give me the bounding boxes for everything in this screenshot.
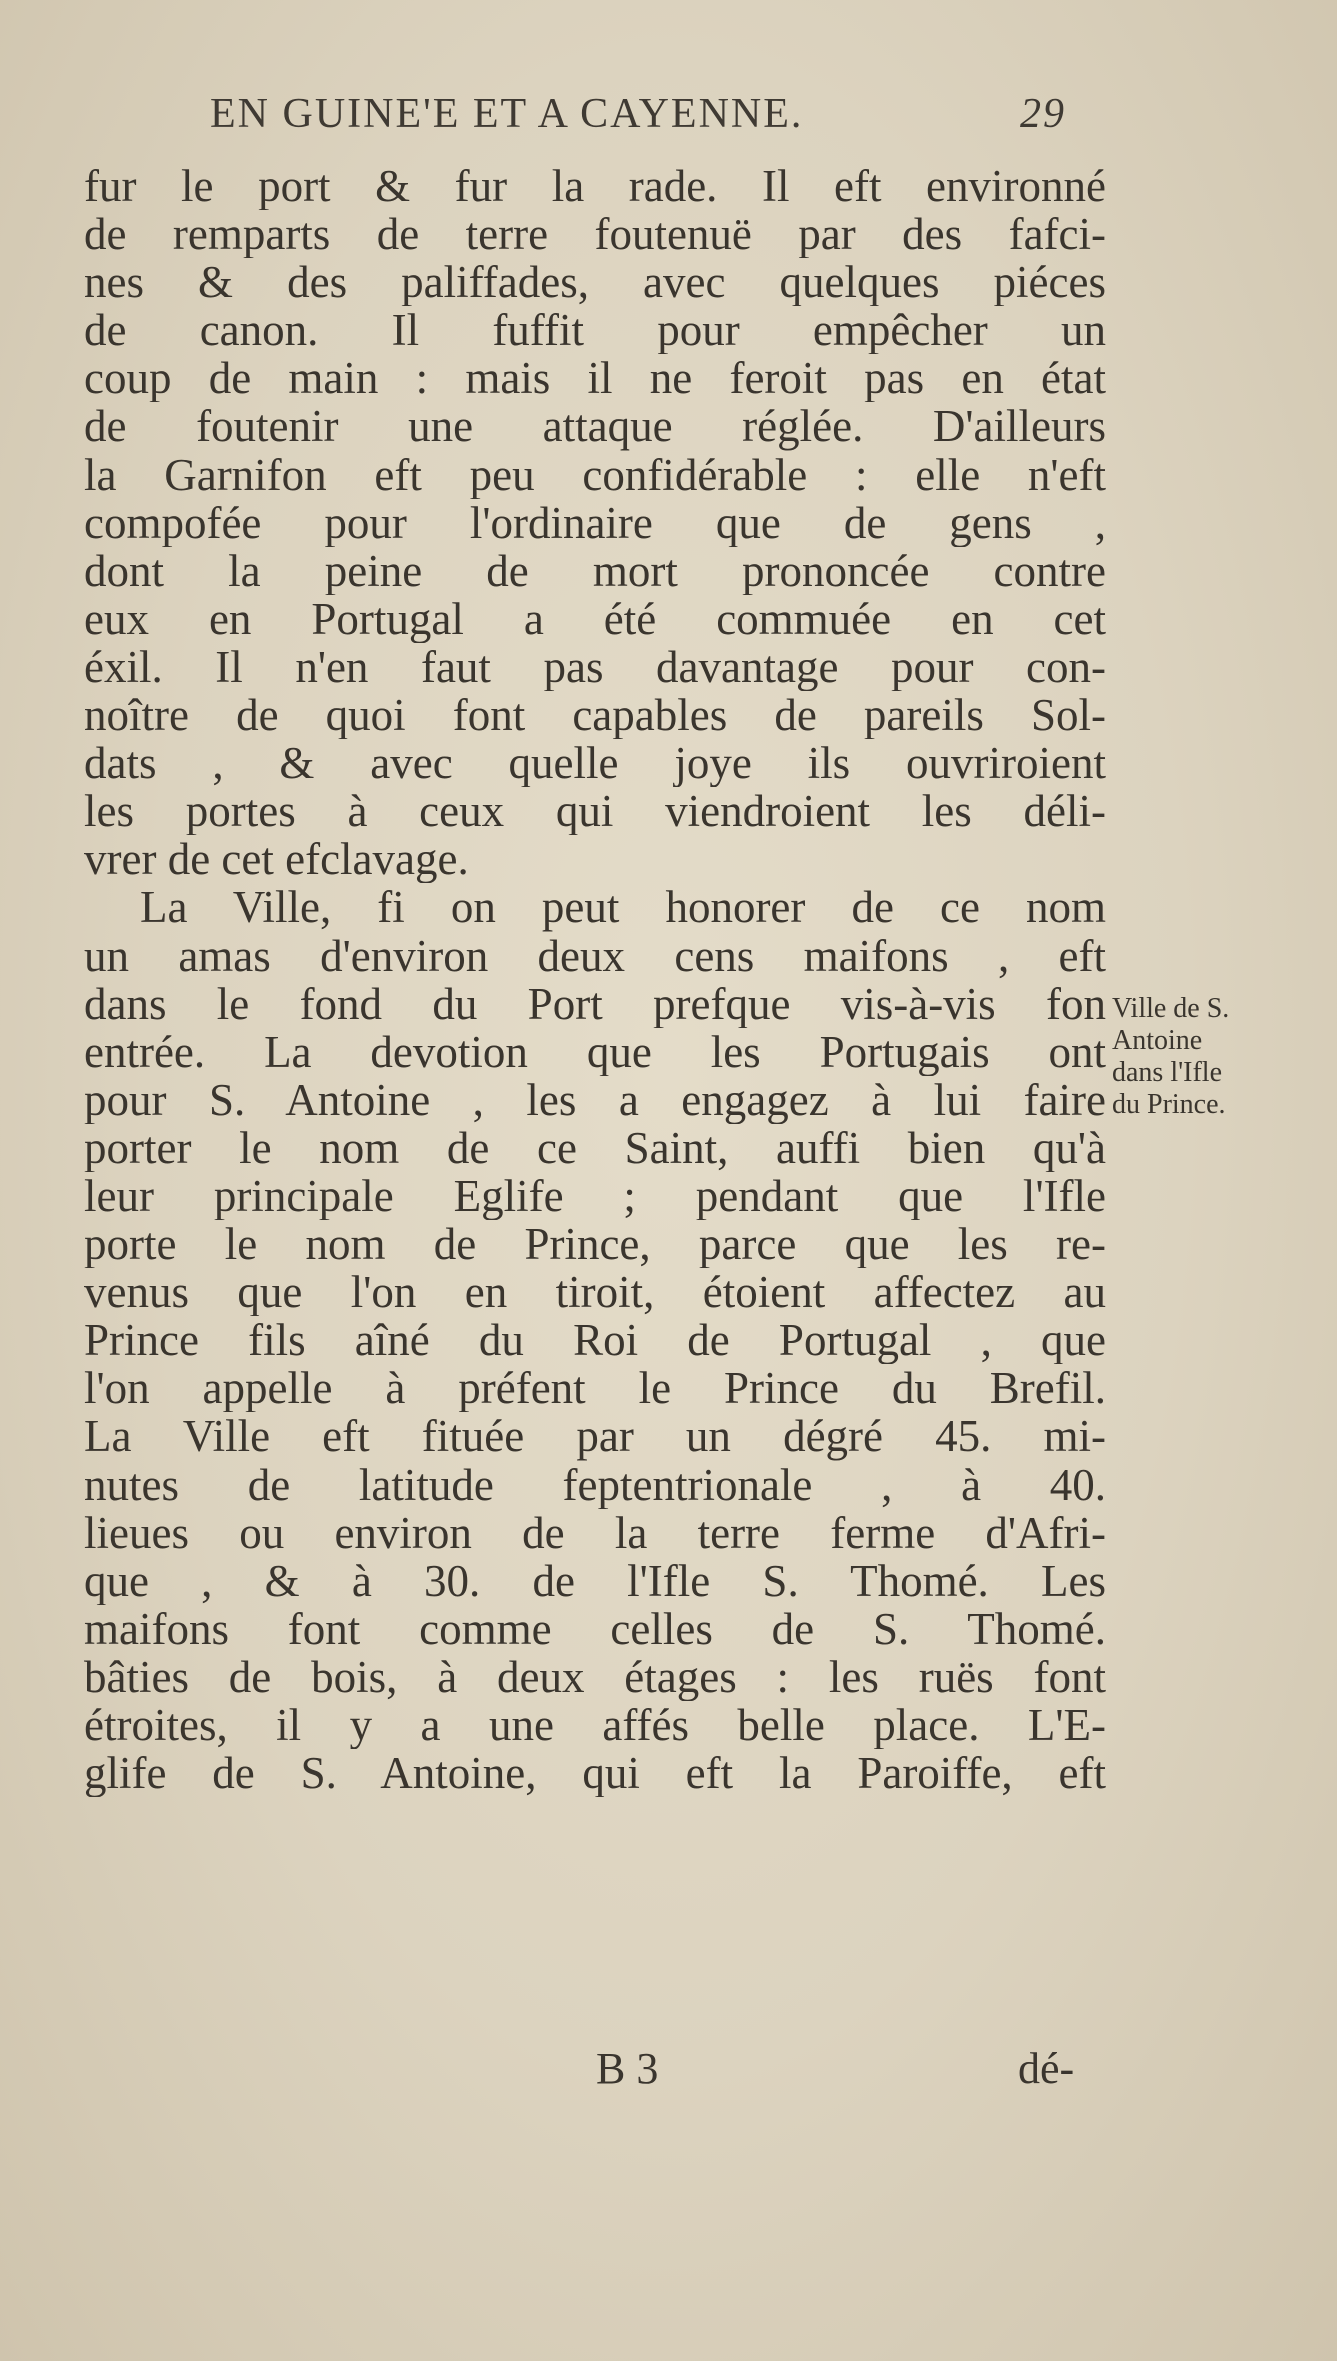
margin-note-line: Antoine bbox=[1112, 1025, 1203, 1056]
catchword: dé- bbox=[1018, 2044, 1075, 2093]
text-line: pour S. Antoine , les a engagez à lui faire bbox=[84, 1075, 1106, 1124]
page-number: 29 bbox=[1020, 91, 1066, 137]
text-line: La Ville, fi on peut honorer de ce nom bbox=[140, 883, 1106, 932]
text-line: porter le nom de ce Saint, auffi bien qu'à bbox=[84, 1123, 1106, 1172]
text-line: porte le nom de Prince, parce que les re- bbox=[84, 1220, 1106, 1269]
text-line: nutes de latitude feptentrionale , à 40. bbox=[84, 1460, 1106, 1509]
text-line: l'on appelle à préfent le Prince du Brefil. bbox=[84, 1364, 1106, 1413]
text-line: dats , & avec quelle joye ils ouvriroient bbox=[84, 739, 1106, 788]
margin-note-line: dans l'Ifle bbox=[1112, 1057, 1223, 1088]
text-line: la Garnifon eft peu confidérable : elle n'eft bbox=[84, 450, 1106, 499]
text-line: les portes à ceux qui viendroient les déli- bbox=[84, 787, 1106, 836]
margin-note-line: Ville de S. bbox=[1112, 993, 1230, 1024]
text-line: eux en Portugal a été commuée en cet bbox=[84, 594, 1106, 643]
text-line: étroites, il y a une affés belle place. L'E- bbox=[84, 1701, 1106, 1750]
text-line: compofée pour l'ordinaire que de gens , bbox=[84, 498, 1106, 547]
text-line: de canon. Il fuffit pour empêcher un bbox=[84, 306, 1106, 355]
signature-mark: B 3 bbox=[596, 2044, 659, 2093]
text-line: dans le fond du Port prefque vis-à-vis fon bbox=[84, 979, 1106, 1028]
page-footer bbox=[0, 2043, 1337, 2103]
text-line: de foutenir une attaque réglée. D'ailleurs bbox=[84, 402, 1106, 451]
text-line: de remparts de terre foutenuë par des fafci- bbox=[84, 210, 1106, 259]
text-line: que , & à 30. de l'Ifle S. Thomé. Les bbox=[84, 1556, 1106, 1605]
text-line: fur le port & fur la rade. Il eft environné bbox=[84, 162, 1106, 211]
text-line: noître de quoi font capables de pareils Sol- bbox=[84, 691, 1106, 740]
text-line: maifons font comme celles de S. Thomé. bbox=[84, 1604, 1106, 1653]
running-header bbox=[200, 82, 1100, 142]
text-line: La Ville eft fituée par un dégré 45. mi- bbox=[84, 1412, 1106, 1461]
text-line: un amas d'environ deux cens maifons , eft bbox=[84, 931, 1106, 980]
text-line: coup de main : mais il ne feroit pas en état bbox=[84, 354, 1106, 403]
text-line: glife de S. Antoine, qui eft la Paroiffe, eft bbox=[84, 1749, 1106, 1798]
text-line: dont la peine de mort prononcée contre bbox=[84, 546, 1106, 595]
text-line: lieues ou environ de la terre ferme d'Afri- bbox=[84, 1508, 1106, 1557]
text-line: nes & des paliffades, avec quelques piéces bbox=[84, 258, 1106, 307]
text-line: bâties de bois, à deux étages : les ruës font bbox=[84, 1652, 1106, 1701]
body-text bbox=[84, 162, 1124, 1797]
text-line: entrée. La devotion que les Portugais ont bbox=[84, 1027, 1106, 1076]
text-line: vrer de cet efclavage. bbox=[84, 835, 469, 884]
margin-note bbox=[1112, 993, 1332, 1121]
text-line: éxil. Il n'en faut pas davantage pour con- bbox=[84, 642, 1106, 692]
running-title: EN GUINE'E ET A CAYENNE. bbox=[210, 91, 804, 137]
text-line: leur principale Eglife ; pendant que l'Ifle bbox=[84, 1171, 1106, 1221]
margin-note-line: du Prince. bbox=[1112, 1089, 1226, 1120]
text-line: Prince fils aîné du Roi de Portugal , que bbox=[84, 1316, 1106, 1365]
text-line: venus que l'on en tiroit, étoient affectez au bbox=[84, 1268, 1106, 1317]
